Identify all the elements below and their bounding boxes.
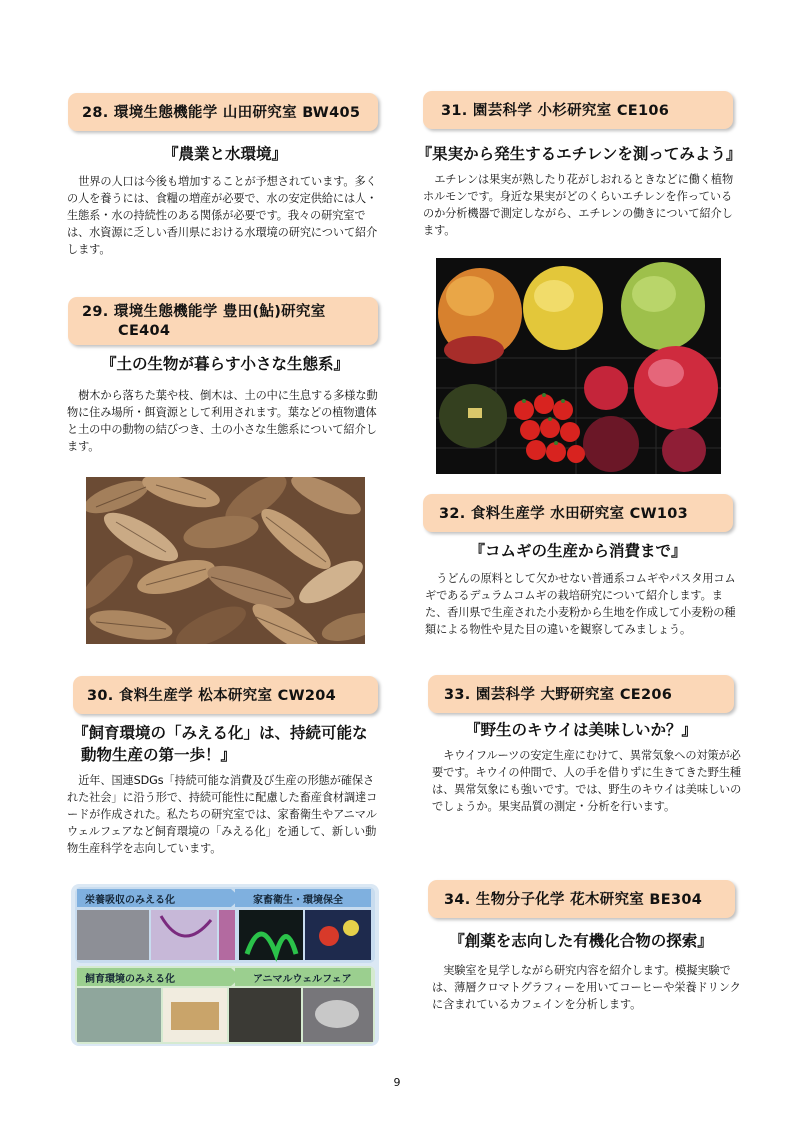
lab-30-title-line1: 『飼育環境の「みえる化」は、持続可能な — [73, 724, 368, 742]
lab-31-description: エチレンは果実が熟したり花がしおれるときなどに働く植物ホルモンです。身近な果実がどのくらいエチレンを作っているのか分析機器で測定しながら、エチレンの働きについて紹介します。 — [423, 173, 734, 237]
lab-32-header-text: 32. 食料生産学 水田研究室 CW103 — [439, 506, 689, 522]
visualization-diagram-graphic — [71, 884, 379, 1046]
lab-30-title — [73, 722, 393, 766]
lab-29-title: 『土の生物が暮らす小さな生態系』 — [100, 355, 349, 373]
lab-34-title: 『創薬を志向した有機化合物の探索』 — [449, 932, 713, 950]
lab-33-description: キウイフルーツの安定生産にむけて、異常気象への対策が必要です。キウイの仲間で、人の手を借りずに生きてきた野生種は、異常気象にも強いです。では、野生のキウイは美味しいのでしょうか。果実品質の測定・分析を行います。 — [432, 749, 742, 813]
diagram-label-welfare: アニマルウェルフェア — [253, 974, 352, 985]
lab-33-header — [428, 675, 734, 713]
lab-29-header — [68, 297, 378, 345]
lab-30-header — [73, 676, 378, 714]
lab-28-header-text: 28. 環境生態機能学 山田研究室 BW405 — [82, 105, 361, 121]
diagram-label-environment: 飼育環境のみえる化 — [85, 974, 175, 985]
fruit-photo — [436, 258, 721, 474]
diagram-label-hygiene: 家畜衛生・環境保全 — [253, 895, 343, 906]
page-number: 9 — [393, 1076, 401, 1089]
lab-30-description: 近年、国連SDGs「持続可能な消費及び生産の形態が確保された社会」に沿う形で、持続可能性に配慮した畜産食材調達コードが作成された。私たちの研究室では、家畜衛生やアニマルウェルフェアなど飼育環境の「みえる化」を通して、新しい動物生産科学を志向しています。 — [67, 774, 378, 855]
diagram-label-nutrition: 栄養吸収のみえる化 — [85, 895, 175, 906]
lab-31-header — [423, 91, 733, 129]
lab-31-header-text: 31. 園芸科学 小杉研究室 CE106 — [441, 103, 670, 119]
lab-29-header-line2: CE404 — [118, 323, 171, 339]
lab-32-title: 『コムギの生産から消費まで』 — [469, 542, 687, 560]
lab-30-header-text: 30. 食料生産学 松本研究室 CW204 — [87, 688, 337, 704]
lab-32-description: うどんの原料として欠かせない普通系コムギやパスタ用コムギであるデュラムコムギの栽培研究について紹介します。また、香川県で生産された小麦粉から生地を作成して小麦粉の種類による物性や見た目の違いを観察してみましょう。 — [425, 572, 736, 636]
lab-28-description: 世界の人口は今後も増加することが予想されています。多くの人を養うには、食糧の増産が必要で、水の安定供給には人・生態系・水の持続性のある関係が必要です。我々の研究室では、水資源に乏しい香川県における水環境の研究について紹介します。 — [67, 175, 378, 256]
lab-29-description: 樹木から落ちた葉や枝、倒木は、土の中に生息する多様な動物に住み場所・餌資源として利用されます。葉などの植物遺体と土の中の動物の結びつき、土の小さな生態系について紹介します。 — [67, 389, 378, 453]
lab-34-header-text: 34. 生物分子化学 花木研究室 BE304 — [444, 892, 703, 908]
lab-34-header — [428, 880, 735, 918]
lab-31-title: 『果実から発生するエチレンを測ってみよう』 — [416, 145, 742, 163]
fallen-leaves-photo — [86, 477, 365, 644]
visualization-diagram — [71, 884, 379, 1046]
lab-32-header — [423, 494, 733, 532]
lab-28-header — [68, 93, 378, 131]
lab-33-header-text: 33. 園芸科学 大野研究室 CE206 — [444, 687, 673, 703]
fallen-leaves-image — [86, 477, 365, 644]
lab-30-title-line2: 動物生産の第一歩！』 — [81, 746, 237, 764]
lab-28-title: 『農業と水環境』 — [162, 145, 287, 163]
lab-29-header-line1: 29. 環境生態機能学 豊田(鮎)研究室 — [82, 304, 326, 320]
lab-34-description: 実験室を見学しながら研究内容を紹介します。模擬実験では、薄層クロマトグラフィーを用いてコーヒーや栄養ドリンクに含まれているカフェインを分析します。 — [432, 964, 741, 1011]
lab-33-title: 『野生のキウイは美味しいか？』 — [464, 721, 698, 739]
fruit-image — [436, 258, 721, 474]
